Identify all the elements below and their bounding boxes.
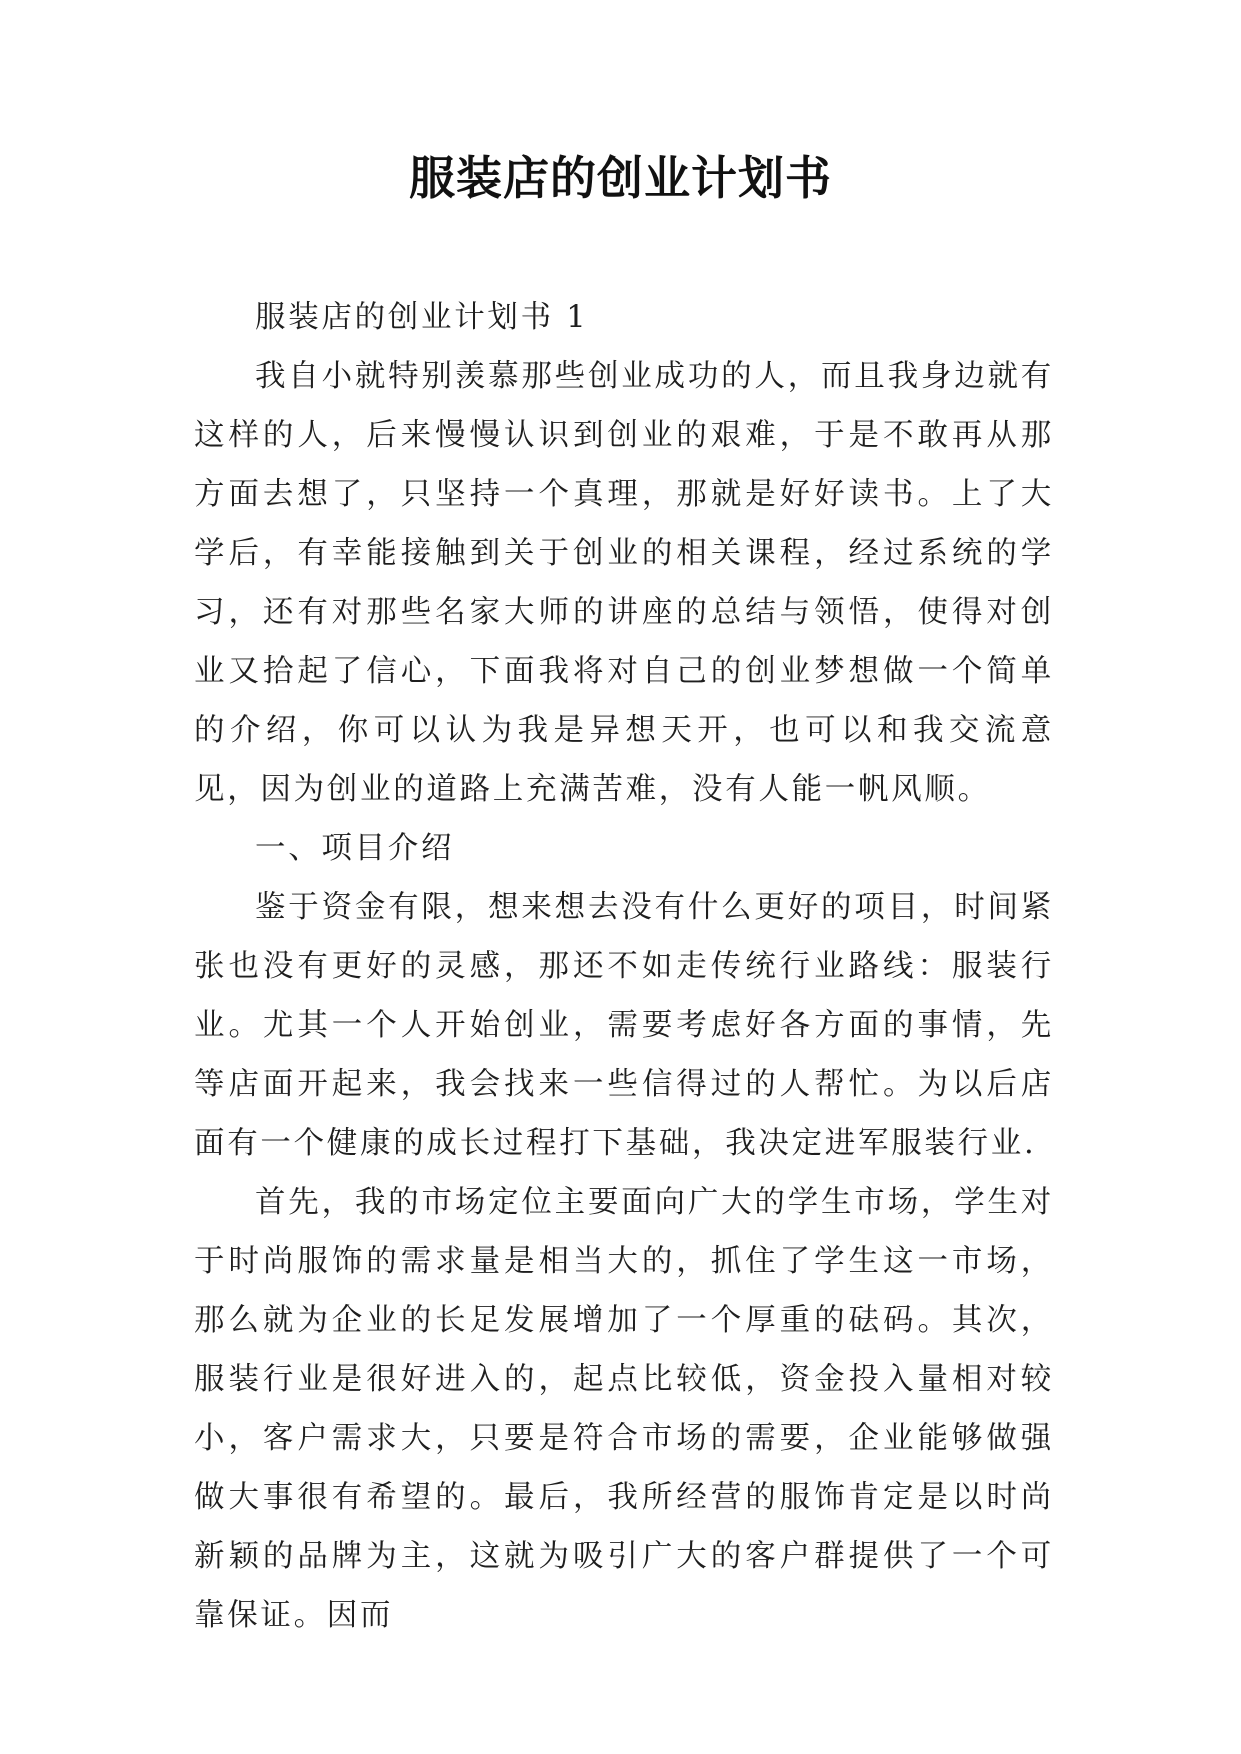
document-title: 服装店的创业计划书 <box>409 151 832 205</box>
section-heading-plan-1: 服装店的创业计划书 1 <box>255 300 589 335</box>
section-heading-project: 一、项目介绍 <box>255 831 455 866</box>
paragraph-market-positioning: 首先，我的市场定位主要面向广大的学生市场，学生对于时尚服饰的需求量是相当大的，抓住了学生这一市场，那么就为企业的长足发展增加了一个厚重的砝码。其次，服装行业是很好进入的，起点比较低，资金投入量相对较小，客户需求大，只要是符合市场的需要，企业能够做强做大事很有希望的。最后，我所经营的服饰肯定是以时尚新颖的品牌为主，这就为吸引广大的客户群提供了一个可靠保证。因而 <box>194 1185 1054 1633</box>
paragraph-project-choice: 鉴于资金有限，想来想去没有什么更好的项目，时间紧张也没有更好的灵感，那还不如走传统行业路线：服装行业。尤其一个人开始创业，需要考虑好各方面的事情，先等店面开起来，我会找来一些信得过的人帮忙。为以后店面有一个健康的成长过程打下基础，我决定进军服装行业. <box>194 890 1054 1161</box>
paragraph-intro: 我自小就特别羡慕那些创业成功的人，而且我身边就有这样的人，后来慢慢认识到创业的艰难，于是不敢再从那方面去想了，只坚持一个真理，那就是好好读书。上了大学后，有幸能接触到关于创业的相关课程，经过系统的学习，还有对那些名家大师的讲座的总结与领悟，使得对创业又拾起了信心，下面我将对自己的创业梦想做一个简单的介绍，你可以认为我是异想天开，也可以和我交流意见，因为创业的道路上充满苦难，没有人能一帆风顺。 <box>194 359 1054 807</box>
document-body <box>194 288 1054 1645</box>
